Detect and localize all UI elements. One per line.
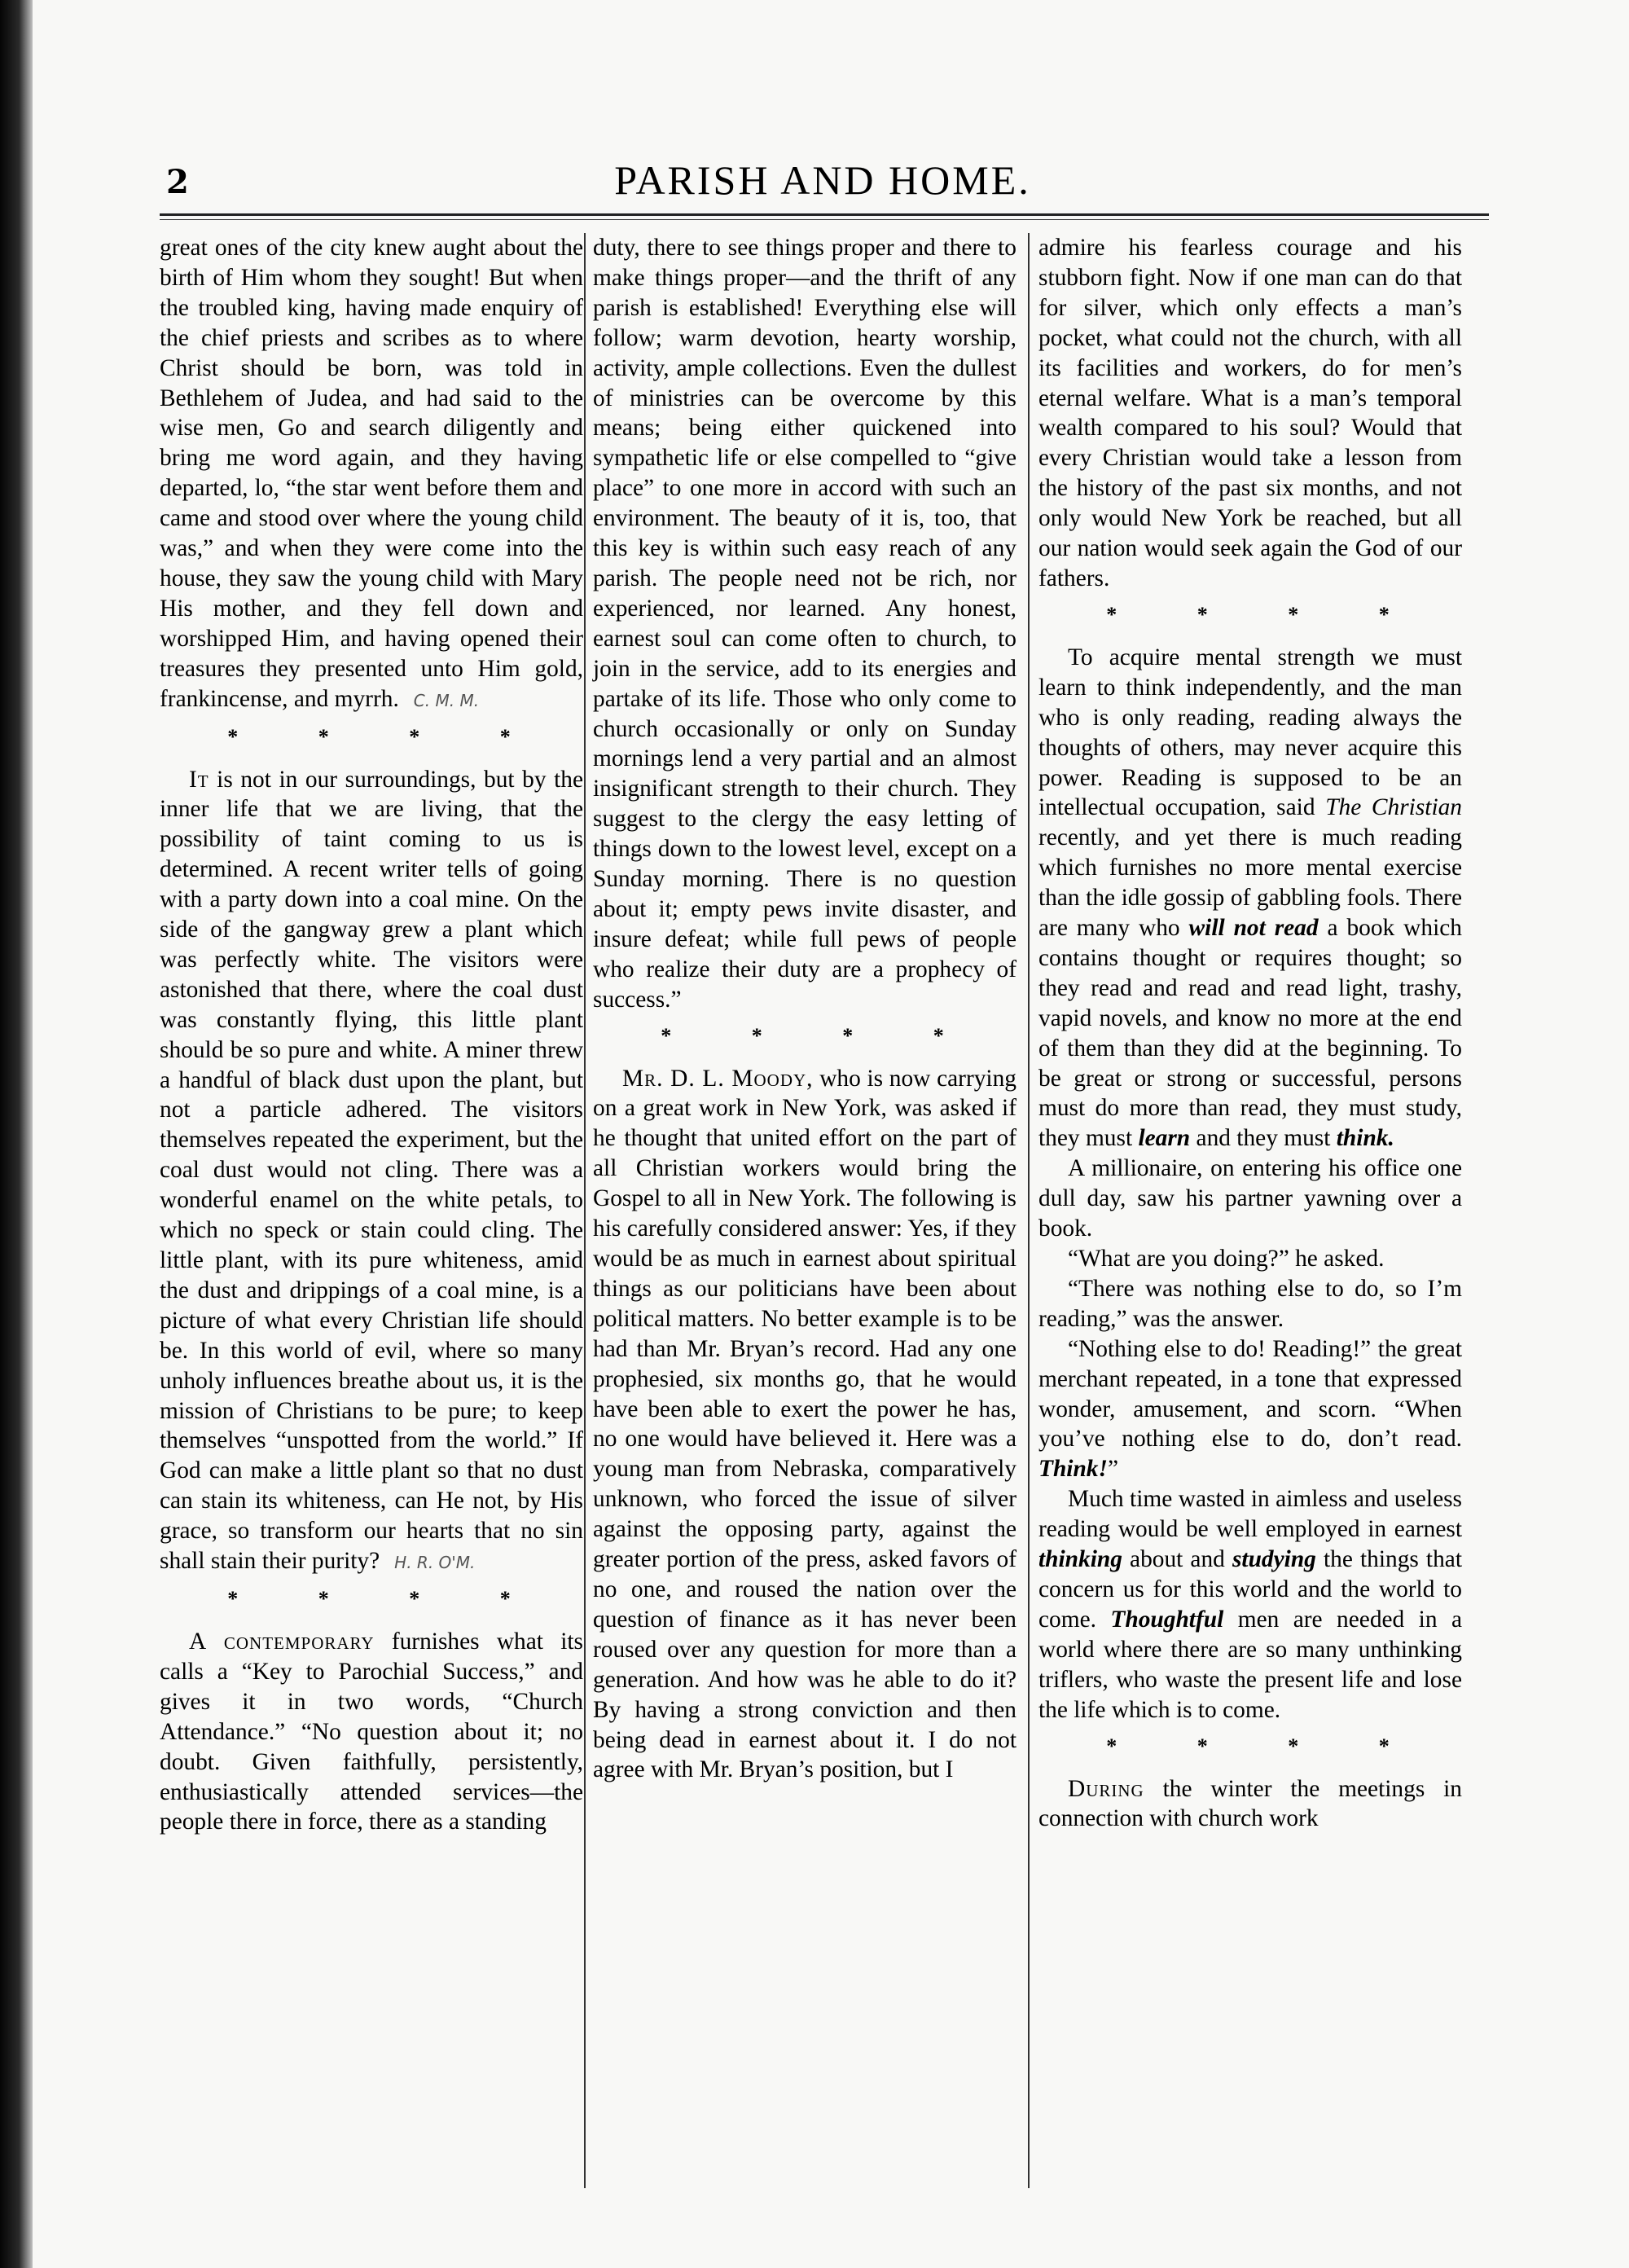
article-paragraph: A contemporary furnishes what its calls a “Key to Parochial Success,” and gives it in two words, “Church Attendance.” “No question about it; no doubt. Given faithfully, persistently, enthusiastically attended services—the people there in force, there as a standing bbox=[160, 1628, 583, 1835]
lead-word: It bbox=[189, 766, 209, 793]
column-divider bbox=[1028, 233, 1030, 2188]
header-rule bbox=[160, 213, 1489, 220]
emphasis: studying bbox=[1232, 1546, 1316, 1573]
article-paragraph: great ones of the city knew aught about the birth of Him whom they sought! But when the troubled king, having made enquiry of the chief priests and scribes as to where Christ should be born, was told in Bethlehem of Judea, and had said to the wise men, Go and search diligently and bring me word again, and they having departed, lo, “the star went before them and came and stood over where the young child was,” and when they were come into the house, they saw the young child with Mary His mother, and they fell down and worshipped Him, and having opened their treasures they presented unto Him gold, frankincense, and myrrh. C. M. M. bbox=[160, 235, 583, 712]
emphasis: Think! bbox=[1038, 1456, 1108, 1483]
column-divider bbox=[584, 233, 586, 2188]
article-paragraph: During the winter the meetings in connection with church work bbox=[1038, 1775, 1462, 1832]
lead-word: A contemporary bbox=[189, 1628, 375, 1655]
emphasis: think. bbox=[1336, 1125, 1394, 1152]
article-paragraph: “What are you doing?” he asked. bbox=[1068, 1246, 1385, 1272]
section-separator: * * * * bbox=[227, 724, 548, 749]
article-paragraph: admire his fearless courage and his stubborn fight. Now if one man can do that for silver, which only effects a man’s pocket, what could not the church, with all its facilities and workers, do for men’s eternal welfare. What is a man’s temporal wealth compared to his soul? Would that every Christian would take a lesson from the history of the past six months, and not only would New York be reached, but all our nation would seek again the God of our fathers. bbox=[1038, 235, 1462, 591]
page-number: 2 bbox=[166, 163, 189, 201]
running-title: PARISH AND HOME. bbox=[614, 157, 1031, 203]
emphasis: thinking bbox=[1038, 1546, 1122, 1573]
handwritten-signature: H. R. O'M. bbox=[394, 1553, 476, 1573]
emphasis: Thoughtful bbox=[1110, 1606, 1224, 1633]
article-paragraph: duty, there to see things proper and there to make things proper—and the thrift of any parish is established! Everything else will follow; warm devotion, hearty worship, activity, ample collections. Even the dullest of ministries can be overcome by this means; being either quickened into sympathetic life or else compelled to “give place” to one more in accord with such an environment. The beauty of it is, too, that this key is within such easy reach of any parish. The people need not be rich, nor experienced, nor learned. Any honest, earnest soul can come often to church, to join in the service, add to its energies and partake of its life. Those who only come to church occasionally or only on Sunday mornings lend a very partial and an almost insignificant strength to their church. They suggest to the clergy the easy letting of things down to the lowest level, except on a Sunday morning. There is no question about it; empty pews invite disaster, and insure defeat; while full pews of people who realize their duty are a prophecy of success.” bbox=[593, 235, 1016, 1013]
article-paragraph: A millionaire, on entering his office one dull day, saw his partner yawning over a book. bbox=[1038, 1155, 1462, 1242]
section-separator: * * * * bbox=[661, 1023, 981, 1048]
section-separator: * * * * bbox=[227, 1586, 548, 1611]
section-separator: * * * * bbox=[1106, 1734, 1427, 1758]
emphasis: will not read bbox=[1188, 915, 1319, 942]
article-paragraph: Mr. D. L. Moody, who is now carrying on a great work in New York, was asked if he thought that united effort on the part of all Christian workers would bring the Gospel to all in New York. The following is his carefully considered answer: Yes, if they would be as much in earnest about spiritual things as our politicians have been about political matters. No better example is to be had than Mr. Bryan’s record. Had any one prophesied, six months go, that he would have been able to exert the power he has, no one would have believed it. Here was a young man from Nebraska, comparatively unknown, who forced the issue of silver against the opposing party, against the greater portion of the press, asked favors of no one, and roused the nation over the question of finance as it has never been roused over any question for more than a generation. And how was he able to do it? By having a strong conviction and then being dead in earnest about it. I do not agree with Mr. Bryan’s position, but I bbox=[593, 1065, 1016, 1783]
handwritten-signature: C. M. M. bbox=[413, 690, 480, 710]
article-paragraph: “Nothing else to do! Reading!” the great merchant repeated, in a tone that expressed wonder, amusement, and scorn. “When you’ve nothing else to do, don’t read. Think!” bbox=[1038, 1335, 1462, 1483]
article-paragraph: “There was nothing else to do, so I’m reading,” was the answer. bbox=[1038, 1275, 1462, 1332]
column-2 bbox=[593, 233, 1016, 1785]
section-separator: * * * * bbox=[1106, 602, 1427, 626]
column-3 bbox=[1038, 233, 1462, 1834]
column-1 bbox=[160, 233, 583, 1837]
italic-title: The Christian bbox=[1325, 794, 1462, 821]
article-paragraph: Much time wasted in aimless and useless reading would be well employed in earnest thinking about and studying the things that concern us for this world and the world to come. Thoughtful men are needed in a world where there are so many unthinking triflers, who waste the present life and lose the life which is to come. bbox=[1038, 1486, 1463, 1723]
lead-word: Mr. D. L. Moody, bbox=[622, 1065, 814, 1092]
page-header bbox=[155, 156, 1491, 205]
article-paragraph: To acquire mental strength we must learn to think independently, and the man who is only reading, reading always the thoughts of others, may never acquire this power. Reading is supposed to be an intellectual occupation, said The Christian recently, and yet there is much reading which furnishes no more mental exercise than the idle gossip of gabbling fools. There are many who will not read a book which contains thought or requires thought; so they read and read and read light, trashy, vapid novels, and know no more at the end of them than they did at the beginning. To be great or strong or successful, persons must do more than read, they must study, they must learn and they must think. bbox=[1038, 644, 1462, 1152]
lead-word: During bbox=[1068, 1775, 1144, 1802]
article-paragraph: It is not in our surroundings, but by the inner life that we are living, that the possibility of taint coming to us is determined. A recent writer tells of going with a party down into a coal mine. On the side of the gangway grew a plant which was perfectly white. The visitors were astonished that there, where the coal dust was constantly flying, this little plant should be so pure and white. A miner threw a handful of black dust upon the plant, but not a particle adhered. The visitors themselves repeated the experiment, but the coal dust would not cling. There was a wonderful enamel on the white petals, to which no speck or stain could cling. The little plant, with its pure whiteness, amid the dust and drippings of a coal mine, is a picture of what every Christian life should be. In this world of evil, where so many unholy influences breathe about us, it is the mission of Christians to be pure; to keep themselves “unspotted from the world.” If God can make a little plant so that no dust can stain its whiteness, can He not, by His grace, so transform our hearts that no sin shall stain their purity? H. R. O'M. bbox=[160, 766, 583, 1575]
emphasis: learn bbox=[1138, 1125, 1191, 1152]
